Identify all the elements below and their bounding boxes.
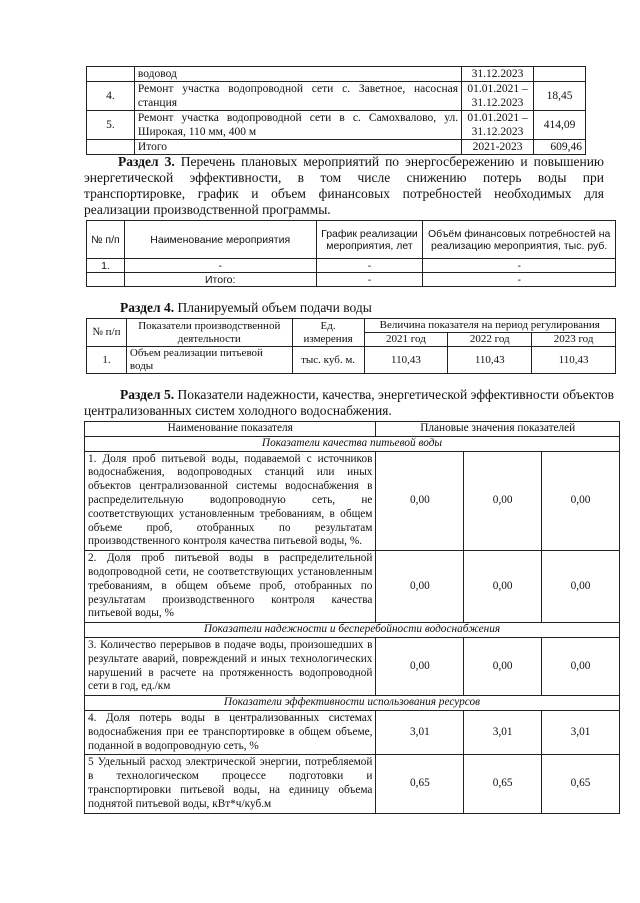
indicators-table: [84, 421, 620, 814]
row-number: 5.: [87, 111, 135, 140]
table-row: [85, 710, 620, 754]
measure-schedule: -: [316, 273, 423, 287]
header-year: 2022 год: [448, 333, 532, 347]
header-indicator-name: Наименование показателя: [85, 422, 376, 437]
project-amount: 609,46: [534, 140, 586, 155]
group-title: Показатели эффективности использования ресурсов: [85, 696, 620, 711]
indicator-value: 0,00: [542, 451, 620, 551]
measure-name: -: [124, 259, 316, 273]
table-row: [87, 273, 616, 287]
indicator-value: 110,43: [448, 347, 532, 374]
indicator-value: 0,00: [464, 551, 542, 623]
section4-text: Планируемый объем подачи воды: [177, 300, 372, 315]
indicator-value: 3,01: [376, 710, 464, 754]
measure-name: Итого:: [124, 273, 316, 287]
section3-text: Перечень плановых мероприятий по энергосбережению и повышению энергетической эффективности, в том числе снижению потерь воды при транспортировке, график и объем финансовых потребностей необходимых для реализации производственной программы.: [84, 154, 604, 217]
water-supply-table: [86, 318, 616, 374]
indicator-name: 5 Удельный расход электрической энергии, потребляемой в технологическом процессе подготовки и транспортировки питьевой воды, на единицу объема поднятой питьевой воды, кВт*ч/куб.м: [85, 755, 376, 813]
indicator-value: 3,01: [464, 710, 542, 754]
header-unit: Ед. измерения: [292, 319, 364, 347]
indicator-value: 110,43: [364, 347, 448, 374]
indicator-value: 0,65: [376, 755, 464, 813]
table-row: [87, 82, 586, 111]
indicator-value: 0,00: [376, 451, 464, 551]
indicator-name: 1. Доля проб питьевой воды, подаваемой с источников водоснабжения, водопроводных станций или иных объектов централизованной системы водоснабжения в распределительную водопроводную сеть, не соответствующих установленным требованиям, в общем объеме проб, отобранных по результатам производственного контроля качества питьевой воды, %.: [85, 451, 376, 551]
table-row: [85, 755, 620, 813]
measure-finance: -: [423, 273, 616, 287]
group-title-row: [85, 696, 620, 711]
header-planned-values: Плановые значения показателей: [376, 422, 620, 437]
indicator-name: 2. Доля проб питьевой воды в распределительной водопроводной сети, не соответствующих установленным требованиям, в общем объеме проб, отобранных по результатам производственного контроля качества питьевой воды, %: [85, 551, 376, 623]
group-title: Показатели качества питьевой воды: [85, 436, 620, 451]
row-number: [87, 140, 135, 155]
row-number: 1.: [87, 347, 127, 374]
indicator-value: 0,00: [464, 637, 542, 695]
indicator-value: 0,00: [376, 637, 464, 695]
section5-paragraph: [84, 387, 614, 419]
project-period: 31.12.2023: [462, 67, 534, 82]
section5-text: Показатели надежности, качества, энергетической эффективности объектов централизованных систем холодного водоснабжения.: [84, 387, 614, 418]
project-amount: 414,09: [534, 111, 586, 140]
header-measure: Наименование мероприятия: [124, 221, 316, 259]
row-number: 1.: [87, 259, 125, 273]
indicator-value: 0,00: [464, 451, 542, 551]
project-amount: [534, 67, 586, 82]
row-number: [87, 67, 135, 82]
indicator-name: 4. Доля потерь воды в централизованных системах водоснабжения при ее транспортировке в общем объеме, поданной в водопроводную сеть, %: [85, 710, 376, 754]
header-indicator: Показатели производственной деятельности: [126, 319, 292, 347]
table-row: [85, 451, 620, 551]
row-number: 4.: [87, 82, 135, 111]
indicator-value: 0,65: [464, 755, 542, 813]
section3-paragraph: [84, 154, 604, 218]
project-name: Ремонт участка водопроводной сети с. Заветное, насосная станция: [134, 82, 461, 111]
table-row: [87, 67, 586, 82]
project-period: 01.01.2021 – 31.12.2023: [462, 82, 534, 111]
header-num: № п/п: [87, 319, 127, 347]
section3-label: Раздел 3.: [118, 154, 175, 169]
project-period: 2021-2023: [462, 140, 534, 155]
measure-finance: -: [423, 259, 616, 273]
header-schedule: График реализации мероприятия, лет: [316, 221, 423, 259]
header-year: 2021 год: [364, 333, 448, 347]
indicator-name: Объем реализации питьевой воды: [126, 347, 292, 374]
indicator-name: 3. Количество перерывов в подаче воды, произошедших в результате аварий, повреждений и иных технологических нарушений в расчете на протяженность водопроводной сети в год, ед./км: [85, 637, 376, 695]
project-name: Ремонт участка водопроводной сети в с. Самохвалово, ул. Широкая, 110 мм, 400 м: [134, 111, 461, 140]
table-row: [87, 347, 616, 374]
measure-schedule: -: [316, 259, 423, 273]
header-num: № п/п: [87, 221, 125, 259]
header-year: 2023 год: [532, 333, 616, 347]
project-amount: 18,45: [534, 82, 586, 111]
project-name: Итого: [134, 140, 461, 155]
table-row: [87, 259, 616, 273]
section4-heading: [120, 300, 372, 316]
project-period: 01.01.2021 – 31.12.2023: [462, 111, 534, 140]
header-finance: Объём финансовых потребностей на реализацию мероприятия, тыс. руб.: [423, 221, 616, 259]
indicator-value: 0,00: [542, 637, 620, 695]
table-row: [85, 551, 620, 623]
group-title-row: [85, 436, 620, 451]
table-header-row: [87, 221, 616, 259]
table-row: [85, 637, 620, 695]
projects-table: [86, 66, 586, 155]
group-title: Показатели надежности и бесперебойности водоснабжения: [85, 623, 620, 638]
header-period: Величина показателя на период регулирования: [364, 319, 615, 333]
indicator-value: 0,00: [542, 551, 620, 623]
project-name: водовод: [134, 67, 461, 82]
indicator-value: 0,65: [542, 755, 620, 813]
indicator-value: 110,43: [532, 347, 616, 374]
indicator-value: 0,00: [376, 551, 464, 623]
measures-table: [86, 220, 616, 287]
section4-label: Раздел 4.: [120, 300, 175, 315]
group-title-row: [85, 623, 620, 638]
table-header-row: [85, 422, 620, 437]
indicator-unit: тыс. куб. м.: [292, 347, 364, 374]
table-row: [87, 140, 586, 155]
indicator-value: 3,01: [542, 710, 620, 754]
table-row: [87, 111, 586, 140]
section5-label: Раздел 5.: [120, 387, 175, 402]
row-number: [87, 273, 125, 287]
table-header-row: [87, 319, 616, 333]
